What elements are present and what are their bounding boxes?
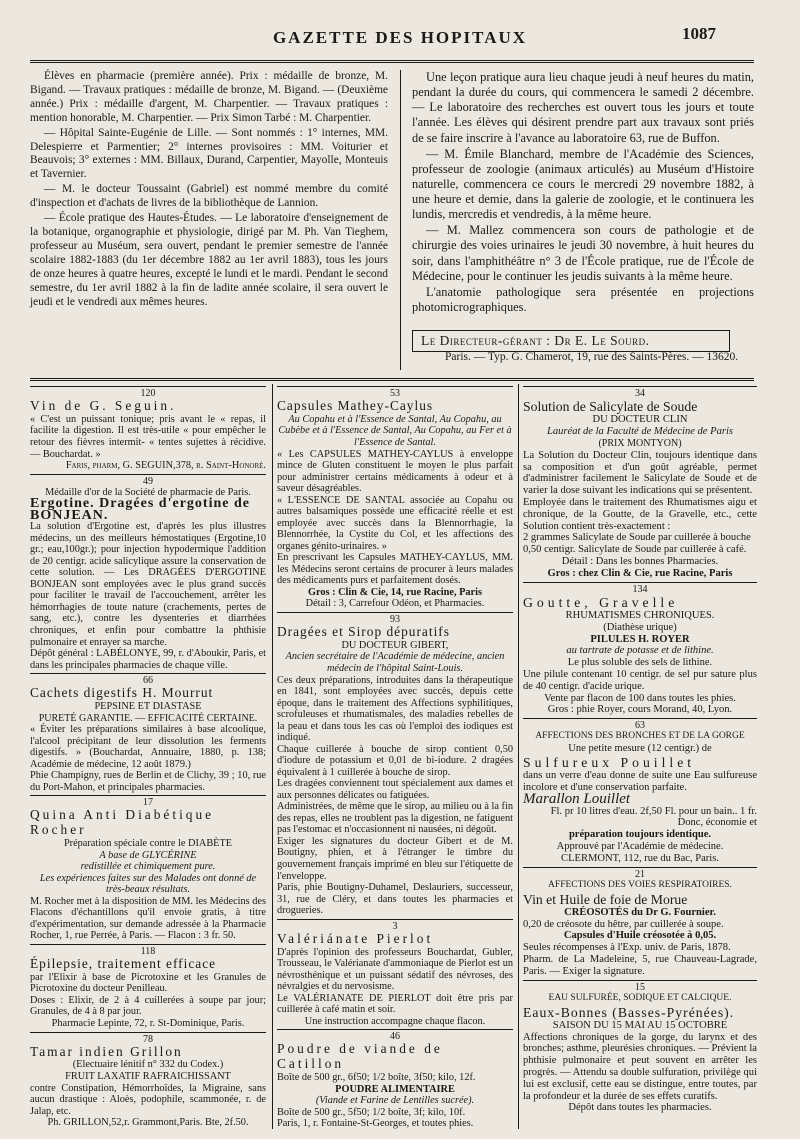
ad-text: Affections chroniques de la gorge, du larynx et des bronches; asthme, pleurésies chroniques. — Prévient la phthisie pulmonaire et peut souvent en arrêter les progrès. — Attendu sa double sulfuration, privilège qui lui est exclusif, cette eau se distingue, entre toutes, par la profondeur et la durée de ses effets curatifs.	[523, 1031, 757, 1102]
ad-title: Solution de Salicylate de Soude	[523, 399, 698, 414]
ad-tamar-grillon	[30, 1032, 266, 1129]
ad-text: Exiger les signatures du docteur Gibert et de M. Boutigny, phien, et à l'étranger le timbre du gouvernement français imprimé en bleu sur l'étiquette de l'enveloppe.	[277, 835, 513, 882]
ad-ergotine-bonjean	[30, 474, 266, 672]
ad-text: Une instruction accompagne chaque flacon.	[304, 1015, 486, 1027]
ad-title: Vin de G. Seguin.	[30, 398, 177, 413]
ad-address: Pharmacie Lepinte, 72, r. St-Dominique, Paris.	[51, 1018, 245, 1029]
ad-text: « Éviter les préparations similaires à base alcoolique, l'alcool précipitant de leur dissolution les ferments digestifs. » (Bouchardat, Annuaire, 1880, p. 138; Académie de médecine, 12 août 1879.)	[30, 724, 266, 770]
ad-address: Pharm. de La Madeleine, 5, rue Chauveau-Lagrade, Paris. — Exiger la signature.	[523, 954, 757, 977]
ad-text: Capsules d'Huile créosotée à 0,05.	[563, 930, 717, 942]
ad-text: Chaque cuillerée à bouche de sirop contient 0,50 d'iodure de potassium et 0,01 de bi-iodure. 2 dragées équivalent à 1 cuillerée à bouche de sirop.	[277, 743, 513, 778]
ad-title: Capsules Mathey-Caylus	[277, 398, 434, 413]
header-rule	[30, 60, 754, 63]
ad-address: Détail : Dans les bonnes Pharmacies.	[561, 556, 719, 568]
ad-address: Faris, pharm, G. SEGUIN,378, r. Saint-Honoré.	[65, 460, 266, 472]
news-paragraph: — M. Émile Blanchard, membre de l'Académie des Sciences, professeur de zoologie (animaux articulés) au Muséum d'Histoire naturelle, commencera ce cours le mercredi 29 novembre 1882, à une heure et demie, dans la galerie de zoologie, et le continuera les lundis, mercredis et vendredis, à la même heure.	[412, 146, 754, 222]
ad-salicylate-clin	[523, 386, 757, 580]
ad-text: dans un verre d'eau donne de suite une Eau sulfureuse incolore et d'une conservation parfaite.	[523, 770, 757, 794]
ad-address: Gros : Clin & Cie, 14, rue Racine, Paris	[308, 586, 482, 598]
ad-text: La Solution du Docteur Clin, toujours identique dans sa composition et d'un goût agréable, permet d'administrer facilement le Salicylate de Soude et de varier la dose suivant les indications qui se présentent.	[523, 449, 757, 497]
ad-text: Le VALÉRIANATE DE PIERLOT doit être pris par cuillerée à café matin et soir.	[277, 992, 513, 1016]
ad-address: Paris, 1, r. Fontaine-St-Georges, et toutes phies.	[277, 1118, 474, 1130]
news-paragraph: — Hôpital Sainte-Eugénie de Lille. — Sont nommés : 1° internes, MM. Delespierre et Parmentier; 2° internes provisoires : MM. Voiturier et Beauvois; 3° externes : MM. Billaux, Durand, Carpentier, Mayolle, Monteuis et Tavernier.	[30, 126, 388, 181]
ads-top-rule	[30, 378, 754, 381]
ad-text: D'après l'opinion des professeurs Bouchardat, Gubler, Trousseau, le Valérianate d'ammoniaque de Pierlot est un névrosthénique et un puissant sédatif des névroses, des névralgies et du nervosisme.	[277, 946, 513, 993]
ad-address: Paris, phie Boutigny-Duhamel, Deslauriers, successeur, 31, rue de Cléry, et dans toutes les pharmacies et drogueries.	[277, 882, 513, 917]
ad-title: Ergotine. Dragées d'ergotine de BONJEAN.	[30, 496, 250, 523]
ads-column-2	[277, 384, 513, 1130]
ad-address: CLERMONT, 112, rue du Bac, Paris.	[561, 852, 719, 864]
ad-text: Vente par flacon de 100 dans toutes les phies.	[544, 692, 736, 704]
ad-text: Fl. pr 10 litres d'eau. 2f,50 Fl. pour un bain.. 1 fr. Donc, économie et	[550, 805, 757, 829]
ad-address: Gros : phie Royer, cours Morand, 40, Lyon.	[547, 704, 733, 716]
ad-text: au tartrate de potasse et de lithine.	[566, 645, 714, 657]
news-paragraph: Une leçon pratique aura lieu chaque jeudi à neuf heures du matin, pendant la durée du cours, qui commencera le samedi 2 décembre. — Le laboratoire des recherches est ouvert tous les jours et toute l'année. Les élèves qui désirent prendre part aux travaux sont priés de se faire inscrire à l'avance au laboratoire 63, rue de Buffon.	[412, 70, 754, 145]
ad-subtitle: FRUIT LAXATIF RAFRAICHISSANT	[65, 1071, 231, 1082]
ad-text: Administrées, de même que le sirop, au milieu ou à la fin des repas, elles ne troublent pas la digestion, ne fatiguent pas l'estomac et n'occasionnent ni nausées, ni dégoût.	[277, 801, 513, 836]
ad-text: Doses : Elixir, de 2 à 4 cuillerées à soupe par jour; Granules, de 4 à 8 par jour.	[30, 994, 266, 1018]
ad-text: 0,50 centigr. Salicylate de Soude par cuillerée à café.	[523, 544, 747, 556]
ad-text: Lauréat de la Faculté de Médecine de Paris	[547, 426, 733, 438]
ad-text: (Viande et Farine de Lentilles sucrée).	[315, 1095, 475, 1107]
ad-text: A base de GLYCÉRINE	[99, 849, 197, 861]
ad-guarantee: PURETÉ GARANTIE. — EFFICACITÉ CERTAINE.	[38, 712, 258, 724]
ad-text: « L'ESSENCE DE SANTAL associée au Copahu ou autres balsamiques possède une efficacité réelle et est employée avec succès dans la Blennorrhagie, la Blennorrhée, la Cystite du Col, et les affections des organes génito-urinaires. »	[277, 494, 513, 552]
ads-divider-2	[518, 384, 519, 1129]
news-column-left	[30, 70, 388, 310]
ad-title: Cachets digestifs H. Mourrut	[30, 685, 214, 701]
ad-text: Les expériences faites sur des Malades ont donné de très-beaux résultats.	[39, 872, 257, 896]
ad-text: 0,20 de créosote du hêtre, par cuillerée à soupe.	[523, 918, 724, 930]
ad-subtitle: AFFECTIONS DES BRONCHES ET DE LA GORGE	[535, 731, 745, 742]
ad-text: Le plus soluble des sels de lithine.	[567, 657, 713, 669]
ad-cachets-mourrut	[30, 673, 266, 793]
ad-huile-foie-morue	[523, 867, 757, 978]
ad-text: Ces deux préparations, introduites dans la thérapeutique en 1841, sont employées avec succès, depuis cette époque, dans le traitement des Affections syphilitiques, scrofuleuses et rhumatismales, des maladies rebelles de la peau et dans tous les cas où l'emploi des iodiques est indiqué.	[277, 674, 513, 744]
ad-poudre-catillon	[277, 1029, 513, 1130]
ad-subtitle: POUDRE ALIMENTAIRE	[335, 1083, 455, 1095]
ad-eaux-bonnes	[523, 980, 757, 1115]
ad-text: 2 grammes Salicylate de Soude par cuillerée à bouche	[523, 532, 751, 544]
ad-number: 63	[523, 718, 757, 731]
ad-text: Boîte de 500 gr., 5f50; 1/2 boîte, 3f; kilo, 10f.	[277, 1106, 466, 1118]
ads-column-3	[523, 384, 757, 1114]
news-paragraph: — École pratique des Hautes-Études. — Le laboratoire d'enseignement de la botanique, organographie et physiologie, dirigé par M. Ph. Van Tieghem, professeur au Muséum, sera ouvert, pendant le premier semestre de l'année scolaire 1882-1883 (du 1er décembre 1882 au 1er avril 1883), tous les jours de onze heures à quatre heures, excepté le lundi et le mardi. Pendant le second semestre, du 1er avril 1882 à la fin de ladite année scolaire, il sera ouvert le jeudi et le vendredi aux mêmes heures.	[30, 212, 388, 308]
ad-number: 134	[523, 582, 757, 595]
ad-number: 78	[30, 1032, 266, 1045]
ad-title: Dragées et Sirop dépuratifs	[277, 623, 450, 639]
ad-address: Ph. GRILLON,52,r. Grammont,Paris. Bte, 2f.50.	[47, 1117, 249, 1129]
page-number: 1087	[682, 24, 716, 43]
ad-title: Goutte, Gravelle	[523, 594, 679, 610]
ad-text: Seules récompenses à l'Exp. univ. de Paris, 1878.	[523, 942, 731, 954]
ad-text: (Electuaire lénitif n° 332 du Codex.)	[72, 1059, 224, 1071]
ad-subtitle: DU DOCTEUR GIBERT,	[341, 639, 449, 651]
news-paragraph: — M. Mallez commencera son cours de pathologie et de chirurgie des voies urinaires le jeudi 30 novembre, à huit heures du soir, dans l'amphithéâtre n° 3 de l'École pratique, rue de l'École de Médecine, pour le continuer les jeudis suivants à la même heure.	[412, 223, 754, 283]
ad-number: 120	[30, 386, 266, 399]
ad-text: Une petite mesure (12 centigr.) de	[568, 743, 712, 755]
ad-subtitle: EAU SULFURÉE, SODIQUE ET CALCIQUE.	[548, 992, 732, 1003]
ad-text: La solution d'Ergotine est, d'après les plus illustres médecins, un des meilleurs hémostatiques (Ergotine,10 gr.; eau,100gr.); pour injection hypodermique l'addition de 20 centigr. acide salicylique assure la conservation de cette solution. — Les DRAGÉES D'ERGOTINE BONJEAN sont employées avec le plus grand succès pour faciliter le travail de l'accouchement, arrêter les hémorrhagies de toute nature (crachements, pertes de sang, etc.), contre les dysenteries et diarrhées chroniques, et enfin pour combattre la phthisie pulmonaire et enrayer sa marche.	[30, 521, 266, 648]
ad-title: Tamar indien Grillon	[30, 1043, 183, 1059]
ad-text: Employée dans le traitement des Rhumatismes aigu et chronique, de la Goutte, de la Gravelle, etc., cette Solution contient très-exactement :	[523, 496, 757, 532]
journal-title: GAZETTE DES HOPITAUX	[272, 28, 528, 47]
ad-subtitle: PEPSINE ET DIASTASE	[94, 701, 202, 713]
ad-number: 93	[277, 612, 513, 625]
ad-number: 53	[277, 386, 513, 399]
ad-text: SAISON DU 15 MAI AU 15 OCTOBRE	[552, 1019, 728, 1031]
printer-imprint: Paris. — Typ. G. Chamerot, 19, rue des Saints-Pères. — 13620.	[445, 351, 739, 363]
pouillet-signature: Marallon Louillet	[523, 790, 631, 807]
ad-text: par l'Elixir à base de Picrotoxine et les Granules de Picrotoxine du docteur Penilleau.	[30, 971, 266, 995]
ad-address: Dépôt général : LABÉLONYE, 99, r. d'Aboukir, Paris, et dans les principales pharmacies de chaque ville.	[30, 648, 266, 671]
ad-subtitle: Préparation spéciale contre le DIABÈTE	[63, 838, 233, 850]
ad-vin-seguin	[30, 386, 266, 472]
ad-quina-rocher	[30, 795, 266, 942]
ad-subtitle: DU DOCTEUR CLIN	[592, 414, 688, 426]
ad-title: Poudre de viande de Catillon	[277, 1041, 443, 1072]
ad-address: M. Rocher met à la disposition de MM. les Médecins des Flacons d'échantillons qu'il envoie gratis, à titre d'expérimentation, sur demande adressée à la Pharmacie Rocher, 1, rue Perrée, à Paris. — Flacon : 3 fr. 50.	[30, 895, 266, 942]
ad-title: Sulfureux Pouillet	[523, 754, 696, 770]
ad-title: Valériánate Pierlot	[277, 930, 434, 946]
ad-address: Détail : 3, Carrefour Odéon, et Pharmacies.	[305, 598, 485, 610]
ad-text: Les dragées conviennent tout spécialement aux dames et aux personnes délicates ou fatiguées.	[277, 778, 513, 801]
ad-text: « C'est un puissant tonique; pris avant le « repas, il facilite la digestion. Il est très-utile « pour empêcher le retour des fièvres intermit- « tentes sujettes à récidive. — Bouchardat. »	[30, 413, 266, 460]
ad-text: (Diathèse urique)	[603, 621, 677, 633]
ad-address: Phie Champigny, rues de Berlin et de Clichy, 39 ; 10, rue du Port-Mahon, et principales pharmacies.	[30, 770, 266, 793]
ad-number: 49	[30, 474, 266, 487]
ad-text: (PRIX MONTYON)	[598, 437, 682, 449]
ad-text: En prescrivant les Capsules MATHEY-CAYLUS, MM. les Médecins seront certains de procurer à leurs malades des médicaments purs et parfaitement dosés.	[277, 552, 513, 587]
ad-text: redistillée et chimiquement pure.	[80, 861, 216, 873]
ad-number: 46	[277, 1029, 513, 1042]
ad-text: PILULES H. ROYER	[590, 633, 690, 645]
ad-number: 17	[30, 795, 266, 808]
ad-number: 21	[523, 867, 757, 880]
ad-capsules-mathey-caylus	[277, 386, 513, 610]
ad-subtitle: Au Copahu et à l'Essence de Santal, Au Copahu, au Cubèbe et à l'Essence de Santal, Au Copahu, au Fer et à l'Essence de Santal.	[278, 413, 512, 448]
ad-text: CRÉOSOTÉS du Dr G. Fournier.	[564, 906, 716, 918]
ad-title: Épilepsie, traitement efficace	[30, 955, 217, 971]
ad-valerianate-pierlot	[277, 919, 513, 1028]
ad-text: contre Constipation, Hémorrhoïdes, la Migraine, sans aucun drastique : Aloès, podophile, scammonée, r. de Jalap, etc.	[30, 1082, 266, 1117]
ad-subtitle: RHUMATISMES CHRONIQUES.	[565, 609, 715, 621]
ad-number: 34	[523, 386, 757, 399]
news-paragraph: L'anatomie pathologique sera présentée en projections photomicrographiques.	[412, 284, 754, 314]
ad-number: 3	[277, 919, 513, 932]
director-signature: Le Directeur-gérant : Dr E. Le Sourd.	[412, 330, 730, 352]
ad-goutte-gravelle	[523, 582, 757, 717]
news-paragraph: Élèves en pharmacie (première année). Prix : médaille de bronze, M. Bigand. — Travaux pratiques : médaille de bronze, M. Bigand. — (Deuxième année.) Prix : médaille d'argent, M. Charpentier. — Travaux pratiques : mention honorable, M. Charpentier. — Prix Simon Tarbé : M. Charpentier.	[30, 70, 388, 124]
ad-subtitle: AFFECTIONS DES VOIES RESPIRATOIRES.	[548, 879, 732, 890]
news-column-right	[412, 70, 754, 316]
ad-title: Quina Anti Diabétique Rocher	[30, 807, 215, 838]
page-header	[0, 22, 800, 62]
ad-number: 15	[523, 980, 757, 993]
ad-address: Gros : chez Clin & Cie, rue Racine, Paris	[547, 567, 733, 579]
column-divider	[400, 70, 401, 370]
ad-number: 118	[30, 944, 266, 957]
ad-number: 66	[30, 673, 266, 686]
ad-sulfureux-pouillet	[523, 718, 757, 864]
news-paragraph: — M. le docteur Toussaint (Gabriel) est nommé membre du comité d'inspection et d'achats de livres de la bibliothèque de Lannion.	[30, 183, 388, 210]
ad-title: Vin et Huile de foie de Morue	[523, 891, 688, 907]
ad-subtitle: Médaille d'or de la Société de pharmacie de Paris.	[45, 486, 251, 498]
ad-title: Eaux-Bonnes (Basses-Pyrénées).	[523, 1004, 735, 1020]
ad-text: Approuvé par l'Académie de médecine.	[556, 841, 724, 853]
ad-dragees-gibert	[277, 612, 513, 917]
ads-divider-1	[272, 384, 273, 1129]
ad-text: Ancien secrétaire de l'Académie de médecine, ancien médecin de l'hôpital Saint-Louis.	[285, 651, 505, 674]
ad-text: Une pilule contenant 10 centigr. de sel pur sature plus de 40 centigr. d'acide urique.	[523, 669, 757, 692]
ad-text: Boîte de 500 gr., 6f50; 1/2 boîte, 3f50; kilo, 12f.	[277, 1072, 476, 1084]
ad-epilepsie	[30, 944, 266, 1030]
ad-text: « Les CAPSULES MATHEY-CAYLUS à enveloppe mince de Gluten constituent le moyen le plus parfait pour administrer certains médicaments à odeur et à saveur désagréables.	[277, 448, 513, 495]
ad-text: préparation toujours identique.	[568, 829, 712, 841]
ad-address: Dépôt dans toutes les pharmacies.	[568, 1102, 712, 1114]
ads-column-1	[30, 384, 266, 1129]
